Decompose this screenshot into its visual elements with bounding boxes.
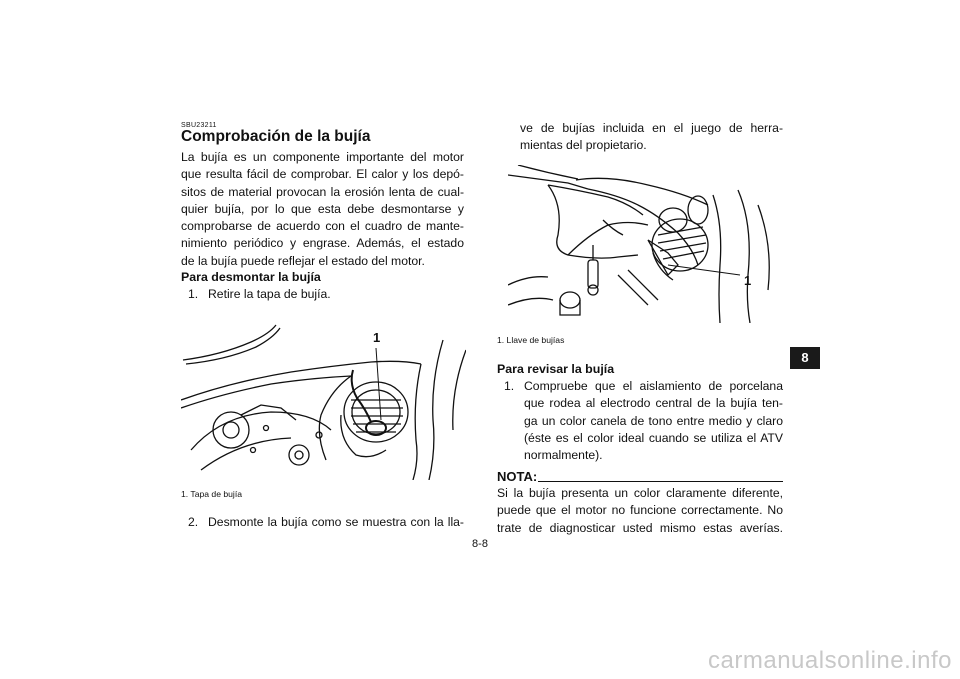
figure1-callout: 1 — [373, 330, 381, 345]
check-step1-line: Compruebe que el aislamiento de porcelana — [524, 379, 783, 393]
note-rule — [538, 481, 783, 482]
figure1-caption: 1. Tapa de bujía — [181, 489, 243, 499]
remove-step2-line: ve de bujías incluida en el juego de herra- — [520, 121, 783, 135]
intro-line: nimiento periódico y engrase. Además, el estado — [181, 236, 464, 251]
spark-plug-cap-illustration — [181, 320, 466, 480]
check-step1-line: normalmente). — [524, 448, 603, 463]
section-title: Comprobación de la bujía — [181, 128, 371, 145]
remove-heading: Para desmontar la bujía — [181, 270, 321, 284]
check-step1-line: que rodea al electrodo central de la bujía ten- — [524, 396, 783, 411]
remove-step1-text: Retire la tapa de bujía. — [208, 287, 331, 301]
remove-step2-line: Desmonte la bujía como se muestra con la lla- — [208, 515, 464, 529]
note-line: puede que el motor no funcione correctamente. No — [497, 503, 783, 518]
figure2-callout: 1 — [744, 273, 752, 288]
check-step1-line: (éste es el color ideal cuando se utiliza el ATV — [524, 430, 783, 445]
figure2-caption: 1. Llave de bujías — [497, 335, 565, 345]
note-line: Si la bujía presenta un color claramente diferente, — [497, 486, 783, 500]
note-text — [497, 485, 783, 537]
check-step1-text — [524, 378, 783, 464]
intro-line: comprobarse de acuerdo con el cuadro de mante- — [181, 219, 464, 234]
page-number: 8-8 — [472, 538, 488, 550]
check-step1-line: ga un color canela de tono entre medio y claro — [524, 413, 783, 428]
check-heading: Para revisar la bujía — [497, 362, 615, 376]
remove-step1-number: 1. — [188, 287, 199, 301]
remove-step2-number: 2. — [188, 515, 199, 529]
remove-step2-line: mientas del propietario. — [520, 138, 647, 152]
note-label: NOTA: — [497, 469, 538, 484]
intro-line: quier bujía, por lo que esta debe desmontarse y — [181, 201, 464, 216]
document-code: SBU23211 — [181, 122, 217, 129]
note-line: trate de diagnosticar usted mismo estas averías. — [497, 520, 783, 535]
intro-line: La bujía es un componente importante del motor — [181, 150, 464, 164]
intro-line: de la bujía puede reflejar el estado del motor. — [181, 253, 425, 268]
check-step1-number: 1. — [504, 379, 515, 393]
intro-line: que resulta fácil de comprobar. El calor y los depó- — [181, 167, 464, 182]
section-tab: 8 — [790, 347, 820, 369]
intro-line: sitos de material provocan la erosión lenta de cual- — [181, 184, 464, 199]
spark-plug-wrench-illustration — [508, 165, 786, 323]
watermark: carmanualsonline.info — [708, 647, 952, 674]
intro-paragraph — [181, 149, 464, 270]
